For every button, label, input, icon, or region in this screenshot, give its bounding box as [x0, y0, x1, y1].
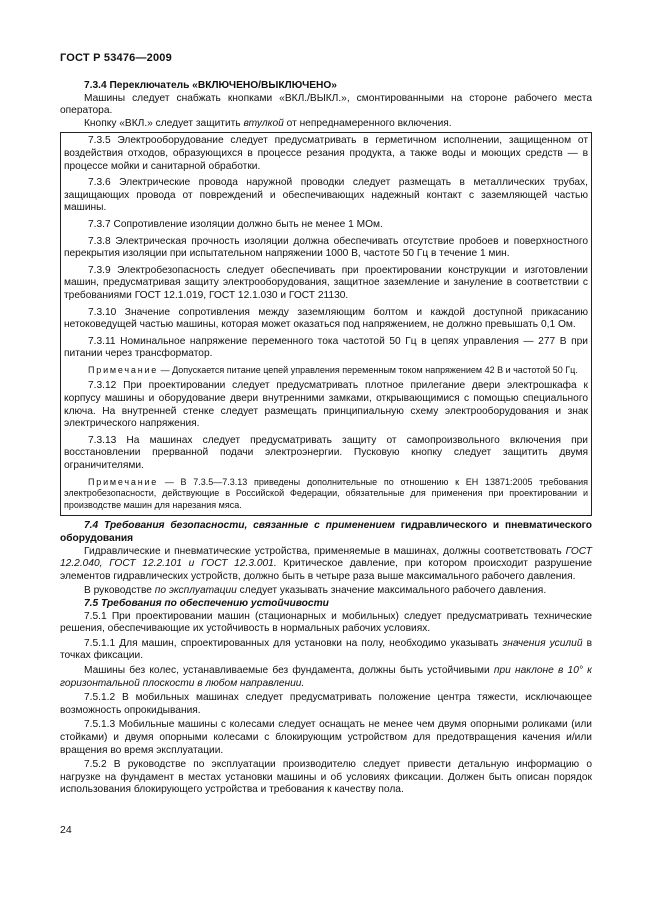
- page-header: ГОСТ Р 53476—2009: [60, 52, 172, 64]
- clause-7-3-12: 7.3.12 При проектировании следует предусматривать плотное прилегание двери электрошкафа к корпусу машины и оборудование двери внутренними замками, открывающимися с помощью специального ключа. На внутренней стенке следует размещать принципиальную схему электрооборудования и знак электрического напряжения.: [64, 380, 588, 430]
- note-label: Примечание: [88, 476, 159, 487]
- text-run: В руководстве: [84, 585, 155, 597]
- wheels-paragraph: [60, 665, 592, 690]
- clause-7-3-6: 7.3.6 Электрические провода наружной проводки следует размещать в металлических трубах, защищающих провода от повреждений и обеспечивающих надежный контакт с заземляющей частью машины.: [64, 177, 588, 214]
- clause-7-5-2: 7.5.2 В руководстве по эксплуатации производителю следует привести детальную информацию о нагрузке на фундамент в местах установки машины и об условиях фиксации. Должен быть описан порядок использования блокирующего устройства и требования к качеству пола.: [60, 759, 592, 796]
- section-7-3-4-heading: 7.3.4 Переключатель «ВКЛЮЧЕНО/ВЫКЛЮЧЕНО»: [84, 80, 337, 91]
- text-run: Гидравлические и пневматические устройства, применяемые в машинах, должны соответствовать: [84, 545, 566, 557]
- note-2: [64, 477, 588, 512]
- text-run: гидравлического и пневматического оборудования: [60, 520, 592, 544]
- text-run: Кнопку «ВКЛ.» следует защитить: [84, 117, 244, 129]
- clause-7-5-1-2: 7.5.1.2 В мобильных машинах следует предусматривать положение центра тяжести, исключающее возможность опрокидывания.: [60, 692, 592, 716]
- note-label: Примечание: [88, 364, 159, 375]
- electrical-requirements-box: [60, 132, 592, 516]
- note-1: [64, 365, 588, 377]
- clause-7-3-8: 7.3.8 Электрическая прочность изоляции должна обеспечивать отсутствие пробоев и поверхностного перекрытия изоляции при испытательном напряжении 1000 В, частоте 50 Гц в течение 1 мин.: [64, 235, 588, 260]
- clause-7-3-11: 7.3.11 Номинальное напряжение переменного тока частотой 50 Гц в цепях управления — 277 В при питании через трансформатор.: [64, 335, 588, 360]
- clause-7-3-9: 7.3.9 Электробезопасность следует обеспечивать при проектировании конструкции и изготовлении машин, предусматривая защиту электрооборудования, защитное заземление и зануление в соответствии с требованиями ГОСТ 12.1.019, ГОСТ 12.1.030 и ГОСТ 21130.: [64, 264, 588, 301]
- section-7-4-paragraph-2: [60, 585, 592, 598]
- page-number: 24: [60, 824, 72, 836]
- clause-7-5-1-1: [60, 638, 592, 663]
- section-7-4-heading: [60, 520, 592, 545]
- text-run: Машины без колес, устанавливаемые без фундамента, должны быть устойчивыми: [84, 664, 494, 676]
- text-run: Критическое давление, при котором происходит разрушение элементов гидравлических устройств, должно быть в четыре раза выше максимального рабочего давления.: [60, 558, 593, 582]
- clause-7-3-10: 7.3.10 Значение сопротивления между заземляющим болтом и каждой доступной прикасанию нетоковедущей частью машины, которая может оказаться под напряжением, не должно превышать 0,1 Ом.: [64, 306, 588, 331]
- italic-run: по эксплуатации: [154, 585, 237, 597]
- text-run: 7.5.1.1 Для машин, спроектированных для установки на полу, необходимо указывать: [84, 637, 503, 649]
- clause-7-5-1-3: 7.5.1.3 Мобильные машины с колесами следует оснащать не менее чем двумя опорными роликами (или стойками) и двумя опорными колесами с блокирующим устройством для предотвращения качения и/или вращения во время эксплуатации.: [60, 719, 592, 756]
- text-run: в точках фиксации.: [60, 637, 592, 662]
- note-text: — Допускается питание цепей управления переменным током напряжением 42 В и частотой 50 Гц.: [158, 364, 578, 375]
- section-7-5-heading: [60, 598, 592, 611]
- italic-run: значения усилий: [502, 637, 583, 649]
- page-content: [60, 80, 592, 797]
- italic-run: ГОСТ 12.2.040, ГОСТ 12.2.101 и ГОСТ 12.3.001.: [60, 545, 592, 570]
- clause-7-5-1: 7.5.1 При проектировании машин (стационарных и мобильных) следует предусматривать технические решения, обеспечивающие их устойчивость в нормальных рабочих условиях.: [60, 610, 592, 635]
- italic-run: 7.5 Требования по обеспечению устойчивости: [84, 597, 329, 609]
- text-run: от непреднамеренного включения.: [283, 117, 452, 129]
- italic-run: 7.4 Требования безопасности, связанные с применением: [84, 520, 395, 532]
- note-text: — В 7.3.5—7.3.13 приведены дополнительные по отношению к ЕН 13871:2005 требования электробезопасности, действующие в Российской Федерации, обязательные для применения при проектировании и производстве машин для нарезания мяса.: [64, 476, 588, 510]
- section-7-4-paragraph-1: [60, 546, 592, 584]
- clause-7-3-13: 7.3.13 На машинах следует предусматривать защиту от самопроизвольного включения при восстановлении прерванной подачи электроэнергии. Пусковую кнопку следует защитить двумя ограничителями.: [64, 434, 588, 472]
- italic-run: втулкой: [243, 117, 284, 129]
- clause-7-3-7: 7.3.7 Сопротивление изоляции должно быть не менее 1 МОм.: [88, 218, 383, 230]
- section-7-3-4-paragraph-1: Машины следует снабжать кнопками «ВКЛ./ВЫКЛ.», смонтированными на стороне рабочего места оператора.: [60, 92, 592, 117]
- clause-7-3-5: 7.3.5 Электрооборудование следует предусматривать в герметичном исполнении, защищенном от воздействия отходов, образующихся в процессе резания продукта, а также воды и моющих средств — в процессе мойки и санитарной обработки.: [64, 135, 588, 172]
- text-run: следует указывать значение максимального рабочего давления.: [236, 585, 547, 597]
- italic-run: при наклоне в 10° к горизонтальной плоскости в любом направлении.: [60, 664, 592, 689]
- section-7-3-4-paragraph-2: [60, 118, 592, 131]
